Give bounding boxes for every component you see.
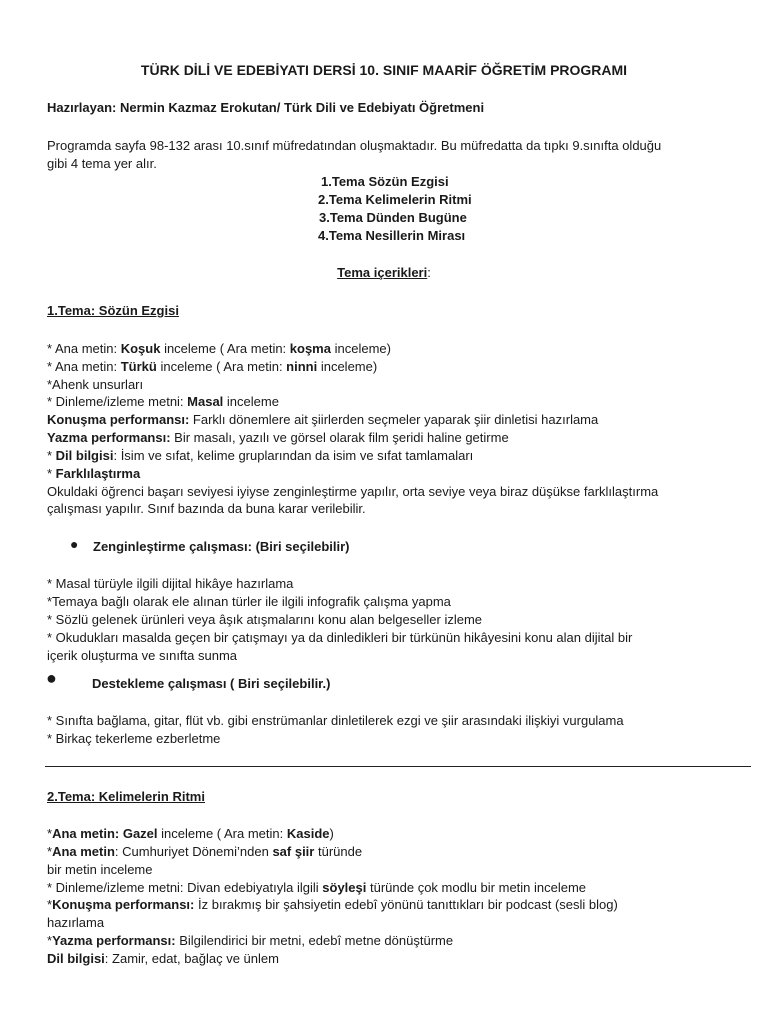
theme2-line-main-text-3: bir metin inceleme: [47, 862, 153, 877]
enrichment-item: * Okudukları masalda geçen bir çatışmayı ya da dinledikleri bir türkünün hikâyesini konu alan dijital bir: [47, 630, 633, 645]
enrichment-item: * Sözlü gelenek ürünleri veya âşık atışmalarını konu alan belgeseller izleme: [47, 612, 483, 627]
theme1-line-main-text-2: * Ana metin: Türkü inceleme ( Ara metin: ninni inceleme): [47, 359, 378, 374]
theme2-line-writing: *Yazma performansı: Bilgilendirici bir metni, edebî metne dönüştürme: [47, 933, 454, 948]
theme1-line-main-text-1: * Ana metin: Koşuk inceleme ( Ara metin: koşma inceleme): [47, 341, 391, 356]
intro-line-2: gibi 4 tema yer alır.: [47, 156, 157, 171]
theme-list-item-1: 1.Tema Sözün Ezgisi: [321, 174, 449, 189]
support-item: * Birkaç tekerleme ezberletme: [47, 731, 221, 746]
enrichment-item: içerik oluşturma ve sınıfta sunma: [47, 648, 238, 663]
document-title: TÜRK DİLİ VE EDEBİYATI DERSİ 10. SINIF MAARİF ÖĞRETİM PROGRAMI: [140, 62, 628, 78]
support-heading: Destekleme çalışması ( Biri seçilebilir.): [92, 676, 331, 691]
theme-list-item-3: 3.Tema Dünden Bugüne: [319, 210, 467, 225]
theme2-line-grammar: Dil bilgisi: Zamir, edat, bağlaç ve ünlem: [47, 951, 279, 966]
theme1-line-differentiation: * Farklılaştırma: [47, 466, 141, 481]
theme1-line-listening: * Dinleme/izleme metni: Masal inceleme: [47, 394, 279, 409]
contents-heading-text: Tema içerikleri: [337, 265, 428, 280]
theme2-line-speaking: *Konuşma performansı: İz bırakmış bir şahsiyetin edebî yönünü tanıttıkları bir podcast (sesli blog): [47, 897, 618, 912]
contents-heading-colon: :: [427, 265, 431, 280]
bullet-icon: ●: [70, 536, 79, 552]
theme1-paragraph-line-2: çalışması yapılır. Sınıf bazında da buna karar verilebilir.: [47, 501, 366, 516]
theme2-line-main-text-1: *Ana metin: Gazel inceleme ( Ara metin: Kaside): [47, 826, 334, 841]
enrichment-heading: Zenginleştirme çalışması: (Biri seçilebilir): [93, 539, 350, 554]
theme2-line-main-text-2: *Ana metin: Cumhuriyet Dönemi’nden saf şiir türünde: [47, 844, 363, 859]
section-divider: [45, 766, 751, 767]
theme1-line-writing: Yazma performansı: Bir masalı, yazılı ve görsel olarak film şeridi haline getirme: [47, 430, 509, 445]
intro-line-1: Programda sayfa 98-132 arası 10.sınıf müfredatından oluşmaktadır. Bu müfredatta da tıpkı 9.sınıfta olduğu: [47, 138, 662, 153]
theme-list-item-2: 2.Tema Kelimelerin Ritmi: [318, 192, 472, 207]
theme1-paragraph-line-1: Okuldaki öğrenci başarı seviyesi iyiyse zenginleştirme yapılır, orta seviye veya biraz düşükse farklılaştırma: [47, 484, 659, 499]
theme1-line-speaking: Konuşma performansı: Farklı dönemlere ait şiirlerden seçmeler yaparak şiir dinletisi hazırlama: [47, 412, 599, 427]
theme2-line-listening: * Dinleme/izleme metni: Divan edebiyatıyla ilgili söyleşi türünde çok modlu bir metin inceleme: [47, 880, 587, 895]
enrichment-item: * Masal türüyle ilgili dijital hikâye hazırlama: [47, 576, 294, 591]
author-line: Hazırlayan: Nermin Kazmaz Erokutan/ Türk Dili ve Edebiyatı Öğretmeni: [47, 100, 485, 115]
theme1-line-grammar: * Dil bilgisi: İsim ve sıfat, kelime gruplarından da isim ve sıfat tamlamaları: [47, 448, 474, 463]
theme2-heading: 2.Tema: Kelimelerin Ritmi: [47, 789, 205, 804]
theme1-line-harmony: *Ahenk unsurları: [47, 377, 144, 392]
bullet-icon: ●: [46, 668, 57, 688]
theme-list-item-4: 4.Tema Nesillerin Mirası: [318, 228, 466, 243]
enrichment-item: *Temaya bağlı olarak ele alınan türler ile ilgili infografik çalışma yapma: [47, 594, 451, 609]
theme2-line-speaking-cont: hazırlama: [47, 915, 105, 930]
theme1-heading: 1.Tema: Sözün Ezgisi: [47, 303, 179, 318]
contents-heading: [0, 264, 768, 281]
support-item: * Sınıfta bağlama, gitar, flüt vb. gibi enstrümanlar dinletilerek ezgi ve şiir arasındaki ilişkiyi vurgulama: [47, 713, 624, 728]
